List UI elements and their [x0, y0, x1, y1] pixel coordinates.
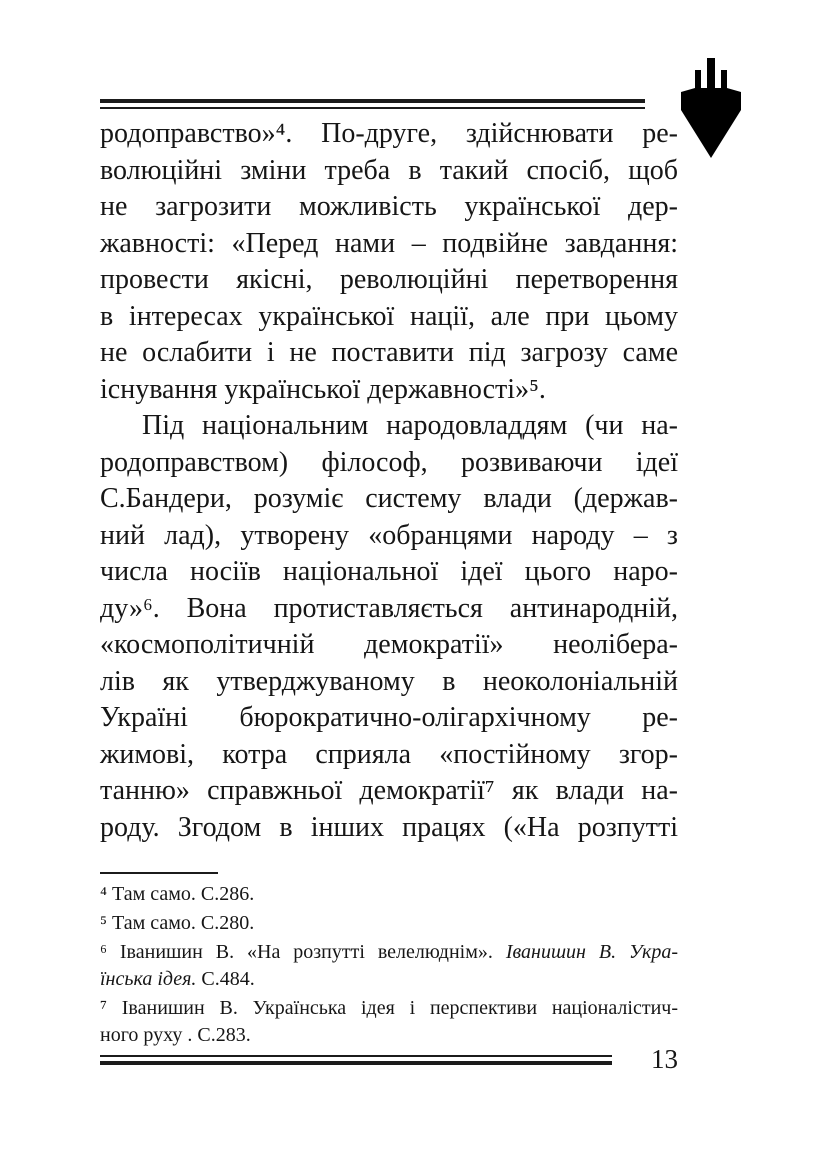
- text-line: [100, 939, 678, 966]
- page-number: 13: [651, 1044, 678, 1074]
- text-line: ⁷ Іванишин В. Українська ідея і перспективи націоналістич-: [100, 997, 678, 1019]
- text-line: не ослабити і не поставити під загрозу саме: [100, 337, 678, 368]
- text-segment: Іванишин В. Укра-: [505, 941, 678, 963]
- text-segment: ⁶ Іванишин В. «На розпутті велелюднім».: [100, 941, 506, 963]
- text-line: числа носіїв національної ідеї цього наро-: [100, 556, 678, 587]
- trident-arrow-emblem-icon: [676, 58, 746, 160]
- text-line: ⁴ Там само. С.286.: [100, 883, 255, 905]
- text-line: «космополітичній демократії» неолібера-: [100, 629, 678, 660]
- text-line: лів як утверджуваному в неоколоніальній: [100, 665, 678, 697]
- text-line: жимові, котра сприяла «постійному згор-: [100, 738, 678, 770]
- text-line: Під національним народовладдям (чи на-: [142, 410, 678, 441]
- footnotes-section: [100, 872, 678, 1051]
- text-line: С.Бандери, розуміє систему влади (держав-: [100, 483, 678, 514]
- text-line: в інтересах української нації, але при цьому: [100, 300, 678, 332]
- text-line: ду»⁶. Вона протиставляється антинародній,: [100, 592, 678, 624]
- text-line: родоправством) філософ, розвиваючи ідеї: [100, 446, 678, 478]
- text-line: волюційні зміни треба в такий спосіб, щоб: [100, 154, 678, 186]
- text-line: існування української державності»⁵.: [100, 373, 546, 405]
- text-segment: С.484.: [201, 968, 255, 990]
- text-line: [100, 966, 678, 993]
- footnote: [100, 881, 678, 908]
- footnote: [100, 910, 678, 937]
- text-line: ⁵ Там само. С.280.: [100, 912, 255, 934]
- bottom-bar: [100, 1046, 678, 1073]
- text-line: ного руху . С.283.: [100, 1024, 251, 1046]
- paragraph: [100, 408, 678, 846]
- top-divider-rule: [100, 99, 645, 109]
- footnote-separator-rule: [100, 872, 218, 874]
- body-text: [100, 116, 678, 846]
- footnote: [100, 995, 678, 1049]
- text-line: жавності: «Перед нами – подвійне завдання:: [100, 227, 678, 259]
- paragraph: [100, 116, 678, 408]
- text-segment: їнська ідея.: [100, 968, 202, 990]
- text-line: провести якісні, революційні перетворення: [100, 264, 678, 295]
- text-line: танню» справжньої демократії⁷ як влади на-: [100, 775, 678, 806]
- text-line: Україні бюрократично-олігархічному ре-: [100, 702, 678, 733]
- footnote: [100, 939, 678, 993]
- bottom-divider-rule: [100, 1055, 612, 1065]
- text-line: родоправство»⁴. По-друге, здійснювати ре-: [100, 118, 678, 149]
- text-line: не загрозити можливість української дер-: [100, 191, 678, 222]
- text-line: роду. Згодом в інших працях («На розпутті: [100, 811, 678, 843]
- text-line: ний лад), утворену «обранцями народу – з: [100, 519, 678, 551]
